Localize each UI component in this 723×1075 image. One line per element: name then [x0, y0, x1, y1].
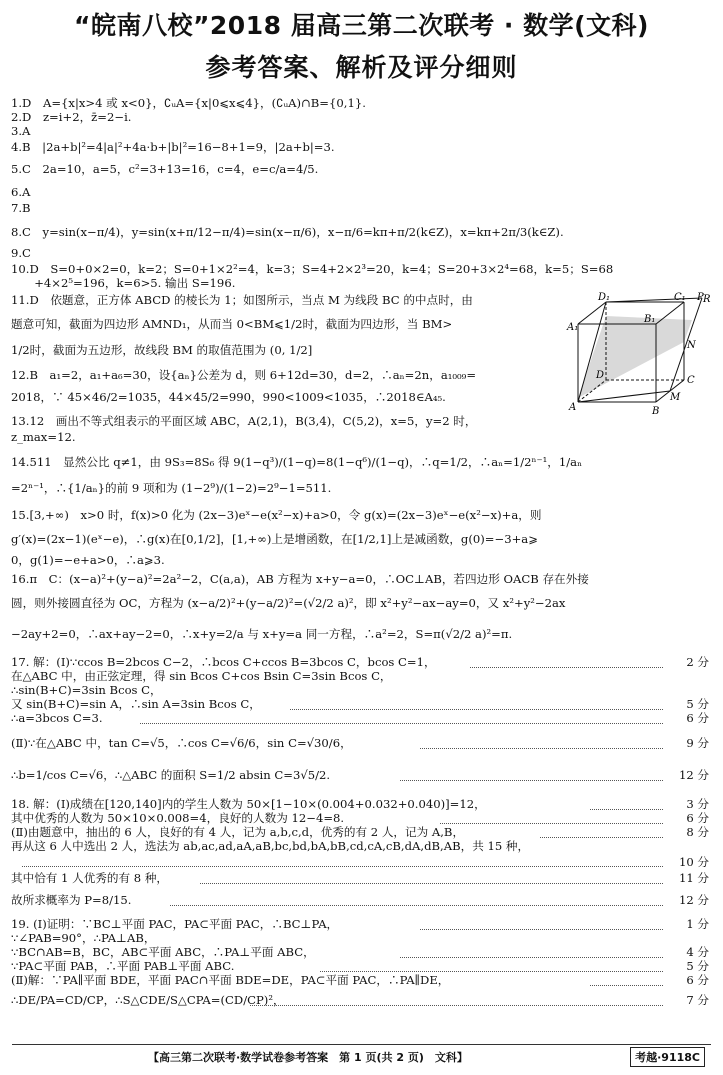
answer-line: 8.C y=sin(x−π/4)，y=sin(x+π/12−π/4)=sin(x−π/6)，x−π/6=kπ+π/2(k∈Z)，x=kπ+2π/3(k∈Z). — [11, 225, 564, 239]
score-points: 6 分 — [683, 811, 709, 825]
page-subtitle: 参考答案、解析及评分细则 — [205, 53, 518, 82]
answer-line: ∴a=3bcos C=3. — [11, 711, 103, 725]
answer-line: 其中恰有 1 人优秀的有 8 种， — [11, 871, 169, 885]
score-points: 8 分 — [683, 825, 709, 839]
leader-dots — [590, 809, 663, 810]
answer-line: 12.B a₁=2，a₁+a₆=30，设{aₙ}公差为 d，则 6+12d=30，d=2，∴aₙ=2n，a₁₀₀₉= — [11, 368, 477, 382]
answer-line: 15.[3,+∞) x>0 时，f(x)>0 化为 (2x−3)eˣ−e(x²−x)+a>0，令 g(x)=(2x−3)eˣ−e(x²−x)+a，则 — [11, 508, 542, 522]
page-footer — [0, 1049, 723, 1065]
answer-line: (Ⅱ)由题意中，抽出的 6 人，良好的有 4 人，记为 a,b,c,d，优秀的有 2 人，记为 A,B， — [11, 825, 465, 839]
figure-label: C₁ — [674, 292, 686, 303]
answer-line: 18. 解：(Ⅰ)成绩在[120,140]内的学生人数为 50×[1−10×(0.004+0.032+0.040)]=12， — [11, 797, 486, 811]
score-points: 10 分 — [676, 855, 709, 869]
answer-line: ∴sin(B+C)=3sin Bcos C， — [11, 683, 162, 697]
score-points: 4 分 — [683, 945, 709, 959]
answer-line: 6.A — [11, 185, 31, 199]
figure-label: R — [703, 294, 711, 305]
figure-label: A₁ — [567, 322, 579, 333]
leader-dots — [140, 723, 663, 724]
footer-divider — [12, 1044, 711, 1045]
answer-line: =2ⁿ⁻¹，∴{1/aₙ}的前 9 项和为 (1−2⁹)/(1−2)=2⁹−1=511. — [11, 481, 332, 495]
score-points: 7 分 — [683, 993, 709, 1007]
leader-dots — [440, 823, 663, 824]
section-shade — [578, 316, 692, 398]
answer-line: 11.D 依题意，正方体 ABCD 的棱长为 1；如图所示，当点 M 为线段 BC 的中点时，由 — [11, 293, 473, 307]
score-points: 5 分 — [683, 959, 709, 973]
score-points: 1 分 — [683, 917, 709, 931]
leader-dots — [420, 929, 663, 930]
leader-dots — [170, 905, 663, 906]
score-points: 3 分 — [683, 797, 709, 811]
score-points: 6 分 — [683, 711, 709, 725]
answer-line: 10.D S=0+0×2=0，k=2；S=0+1×2²=4，k=3；S=4+2×2³=20，k=4；S=20+3×2⁴=68，k=5；S=68 — [11, 262, 614, 276]
answer-line: ∵BC∩AB=B，BC，AB⊂平面 ABC，∴PA⊥平面 ABC， — [11, 945, 315, 959]
answer-line: 17. 解：(Ⅰ)∵ccos B=2bcos C−2，∴bcos C+ccos B=3bcos C，bcos C=1， — [11, 655, 436, 669]
figure-label: N — [687, 340, 696, 351]
answer-line: 2018，∵ 45×46/2=1035，44×45/2=990，990<1009<1035，∴2018∈A₄₅. — [11, 390, 446, 404]
answer-line: 19. (Ⅰ)证明：∵BC⊥平面 PAC，PA⊂平面 PAC，∴BC⊥PA， — [11, 917, 339, 931]
answer-line: 再从这 6 人中选出 2 人，选法为 ab,ac,ad,aA,aB,bc,bd,bA,bB,cd,cA,cB,dA,dB,AB，共 15 种， — [11, 839, 530, 853]
answer-line: 2.D z=i+2，z̄=2−i. — [11, 110, 132, 124]
edge — [578, 302, 606, 324]
answer-line: ∵PA⊂平面 PAB，∴平面 PAB⊥平面 ABC. — [11, 959, 235, 973]
leader-dots — [290, 709, 663, 710]
answer-line: 13.12 画出不等式组表示的平面区域 ABC，A(2,1)，B(3,4)，C(5,2)，x=5，y=2 时， — [11, 414, 477, 428]
answer-line: 16.π C：(x−a)²+(y−a)²=2a²−2，C(a,a)，AB 方程为 x+y−a=0，∴OC⊥AB，若四边形 OACB 存在外接 — [11, 572, 589, 586]
leader-dots — [250, 1005, 663, 1006]
leader-dots — [400, 957, 663, 958]
answer-line: 其中优秀的人数为 50×10×0.008=4，良好的人数为 12−4=8. — [11, 811, 345, 825]
score-points: 6 分 — [683, 973, 709, 987]
answer-line: 1/2时，截面为五边形，故线段 BM 的取值范围为 (0, 1/2] — [11, 343, 313, 357]
figure-label: D — [596, 370, 605, 381]
score-points: 12 分 — [676, 893, 709, 907]
leader-dots — [590, 985, 663, 986]
leader-dots — [470, 667, 663, 668]
answer-line: 在△ABC 中，由正弦定理，得 sin Bcos C+cos Bsin C=3sin Bcos C， — [11, 669, 392, 683]
section-line — [606, 298, 702, 302]
score-points: 9 分 — [683, 736, 709, 750]
answer-line: ∴DE/PA=CD/CP，∴S△CDE/S△CPA=(CD/CP)²， — [11, 993, 285, 1007]
figure-label: B₁ — [644, 314, 656, 325]
answer-line: ∵∠PAB=90°，∴PA⊥AB， — [11, 931, 156, 945]
answer-line: 7.B — [11, 201, 31, 215]
score-points: 5 分 — [683, 697, 709, 711]
score-points: 2 分 — [683, 655, 709, 669]
answer-line: 3.A — [11, 124, 31, 138]
page-title: “皖南八校”2018 届高三第二次联考 · 数学(文科) — [74, 11, 649, 40]
answer-line: z_max=12. — [11, 430, 76, 444]
leader-dots — [400, 780, 663, 781]
leader-dots — [320, 971, 663, 972]
answer-line: 故所求概率为 P=8/15. — [11, 893, 132, 907]
answer-line: 14.511 显然公比 q≠1，由 9S₃=8S₆ 得 9(1−q³)/(1−q)=8(1−q⁶)/(1−q)，∴q=1/2，∴aₙ=1/2ⁿ⁻¹，1/aₙ — [11, 455, 583, 469]
figure-label: P — [697, 292, 704, 303]
figure-label: M — [670, 392, 681, 403]
answer-line: +4×2⁵=196，k=6>5. 输出 S=196. — [11, 276, 236, 290]
leader-dots — [200, 883, 663, 884]
score-points: 11 分 — [676, 871, 709, 885]
answer-line: (Ⅱ)解：∵PA∥平面 BDE，平面 PAC∩平面 BDE=DE，PA⊂平面 PAC，∴PA∥DE， — [11, 973, 450, 987]
answer-line: 9.C — [11, 246, 31, 260]
answer-line: 4.B |2a+b|²=4|a|²+4a·b+|b|²=16−8+1=9，|2a+b|=3. — [11, 140, 335, 154]
answer-line: 又 sin(B+C)=sin A，∴sin A=3sin Bcos C， — [11, 697, 261, 711]
answer-line: 1.D A={x|x>4 或 x<0}，∁ᵤA={x|0⩽x⩽4}，(∁ᵤA)∩B={0,1}. — [11, 96, 366, 110]
leader-dots — [420, 748, 663, 749]
figure-label: A — [569, 402, 577, 413]
leader-dots — [22, 866, 663, 867]
leader-dots — [540, 837, 663, 838]
answer-line: (Ⅱ)∵在△ABC 中，tan C=√5，∴cos C=√6/6，sin C=√30/6， — [11, 736, 352, 750]
answer-line: 圆，则外接圆直径为 OC，方程为 (x−a/2)²+(y−a/2)²=(√2/2 a)²，即 x²+y²−ax−ay=0，又 x²+y²−2ax — [11, 596, 566, 610]
score-points: 12 分 — [676, 768, 709, 782]
figure-label: C — [687, 375, 695, 386]
answer-line: 题意可知，截面为四边形 AMND₁，从而当 0<BM⩽1/2时，截面为四边形，当 BM> — [11, 317, 453, 331]
answer-line: 0，g(1)=−e+a>0，∴a⩾3. — [11, 553, 165, 567]
answer-line: g′(x)=(2x−1)(eˣ−e)，∴g(x)在[0,1/2]，[1,+∞)上是增函数，在[1/2,1]上是减函数，g(0)=−3+a⩾ — [11, 532, 538, 546]
footer-code: 考越·9118C — [630, 1047, 705, 1067]
answer-line: ∴b=1/cos C=√6，∴△ABC 的面积 S=1/2 absin C=3√5/2. — [11, 768, 331, 782]
footer-text: 【高三第二次联考·数学试卷参考答案 第 1 页(共 2 页) 文科】 — [148, 1051, 468, 1064]
answer-line: −2ay+2=0，∴ax+ay−2=0，∴x+y=2/a 与 x+y=a 同一方程，∴a²=2，S=π(√2/2 a)²=π. — [11, 627, 513, 641]
cube-figure — [566, 290, 712, 420]
answer-line: 5.C 2a=10，a=5，c²=3+13=16，c=4，e=c/a=4/5. — [11, 162, 319, 176]
figure-label: D₁ — [598, 292, 611, 303]
figure-label: B — [652, 406, 660, 417]
